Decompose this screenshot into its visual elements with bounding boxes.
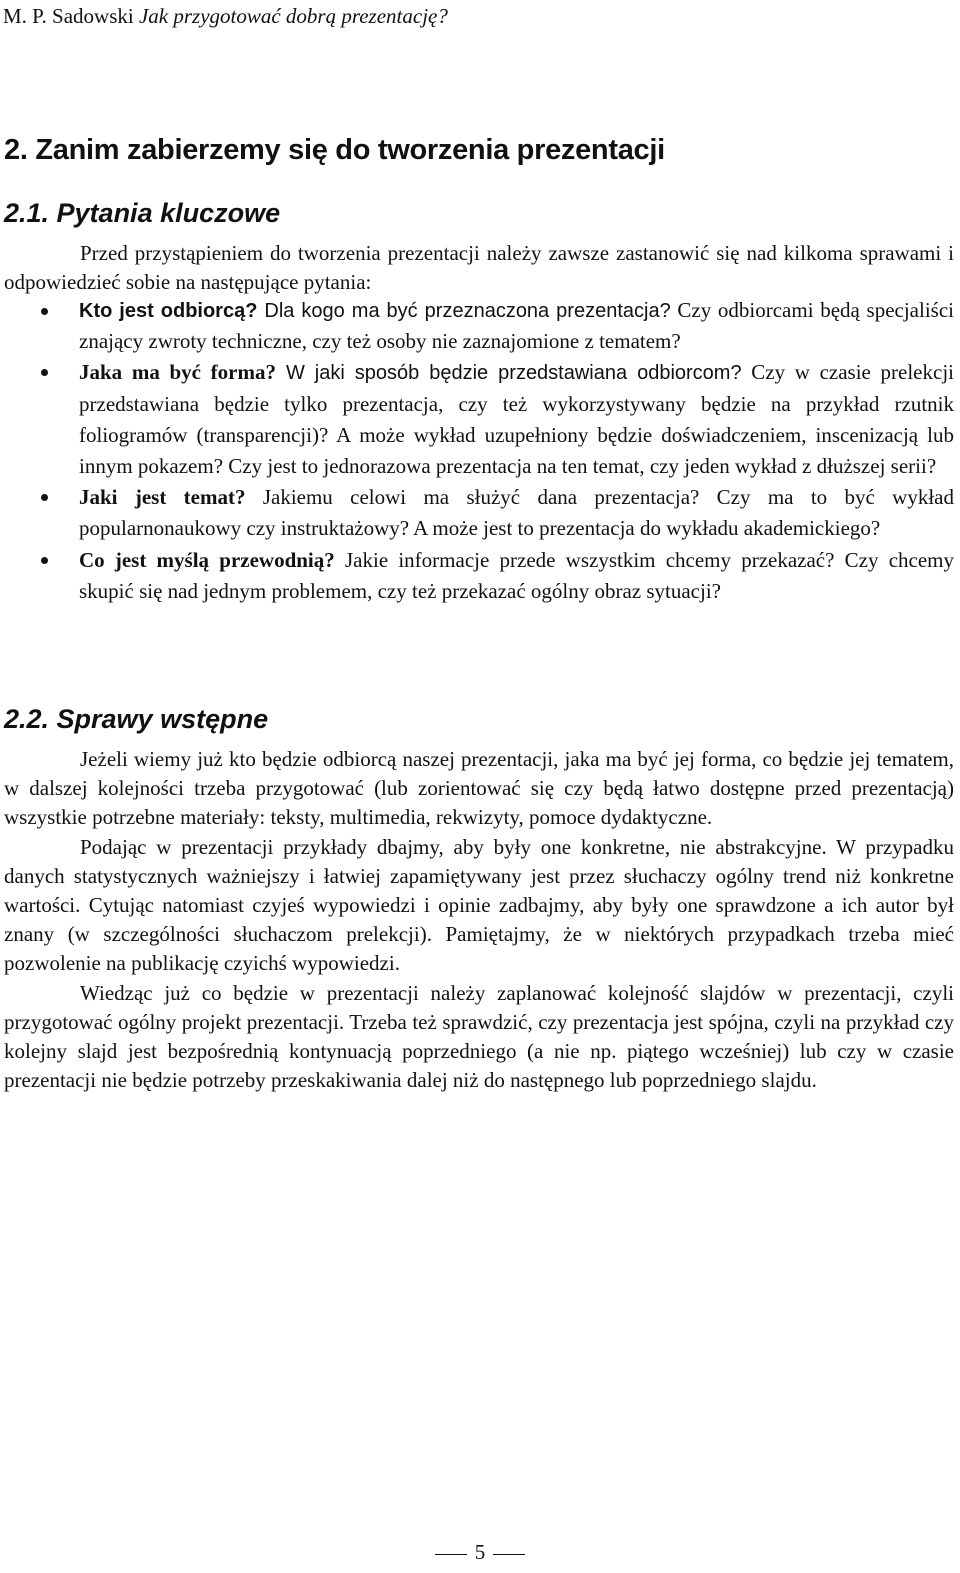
key-questions-list (0, 296, 954, 608)
question-text: W jaki sposób będzie przedstawiana odbiorcom? (275, 362, 742, 385)
header-author: M. P. Sadowski (3, 4, 134, 28)
paragraph: Podając w prezentacji przykłady dbajmy, aby były one konkretne, nie abstrakcyjne. W przypadku danych statystycznych ważniejszy i łatwiej zapamiętywany jest przez słuchaczy ogólny trend niż konkretne wartości. Cytując natomiast czyjeś wypowiedzi i opinie zadbajmy, aby były one sprawdzone a ich autor był znany (w szczególności słuchaczom prelekcji). Pamiętajmy, że w niektórych przypadkach trzeba mieć pozwolenie na publikację czyichś wypowiedzi. (4, 834, 954, 976)
page-number-value: 5 (474, 1540, 486, 1564)
bullet-icon (41, 308, 48, 315)
page-number (0, 1540, 960, 1565)
bullet-icon (41, 494, 48, 501)
list-item (0, 296, 954, 358)
page-number-rule-right (493, 1554, 525, 1555)
question-lead: Jaka ma być forma? (79, 360, 276, 385)
paragraph: Jeżeli wiemy już kto będzie odbiorcą naszej prezentacji, jaka ma być jej forma, co będzie jej tematem, w dalszej kolejności trzeba przygotować (lub zorientować się czy będą łatwo dostępne przed prezentacją) wszystkie potrzebne materiały: teksty, multimedia, rekwizyty, pomoce dydaktyczne. (4, 747, 954, 830)
page-number-rule-left (435, 1554, 467, 1555)
question-text: Jakiemu celowi ma służyć dana prezentacja? Czy ma to być wykład popularnonaukowy czy instruktażowy? A może jest to prezentacja do wykładu akademickiego? (79, 485, 954, 541)
list-item (0, 483, 954, 545)
question-lead: Kto jest odbiorcą? (79, 300, 258, 322)
list-item (0, 358, 954, 483)
paragraph: Wiedząc już co będzie w prezentacji należy zaplanować kolejność slajdów w prezentacji, czyli przygotować ogólny projekt prezentacji. Trzeba też sprawdzić, czy prezentacja jest spójna, czyli na przykład czy kolejny slajd jest bezpośrednią kontynuacją poprzedniego (a nie np. piątego wcześniej) lub czy w czasie prezentacji nie będzie potrzeby przeskakiwania dalej niż do następnego lub poprzedniego slajdu. (4, 980, 954, 1093)
question-text: Czy w czasie prelekcji przedstawiana będzie tylko prezentacja, czy też wykorzystywany będzie na przykład rzutnik foliogramów (transparencji)? A może wykład uzupełniony będzie doświadczeniem, inscenizacją lub innym pokazem? Czy jest to jednorazowa prezentacja na ten temat, czy jeden wykład z dłuższej serii? (79, 360, 954, 479)
question-lead: Jaki jest temat? (79, 485, 246, 510)
list-item (0, 546, 954, 608)
bullet-icon (41, 369, 48, 376)
question-text: Jakie informacje przede wszystkim chcemy przekazać? Czy chcemy skupić się nad jednym problemem, czy też przekazać ogólny obraz sytuacji? (79, 547, 954, 603)
question-text: Czy odbiorcami będą specjaliści znający zwroty techniczne, czy też osoby nie zaznajomione z tematem? (79, 298, 955, 354)
running-header (3, 4, 448, 29)
section-heading-preliminaries: 2.2. Sprawy wstępne (4, 704, 269, 734)
header-title: Jak przygotować dobrą prezentację? (138, 4, 448, 28)
question-lead: Co jest myślą przewodnią? (79, 547, 335, 572)
section1-intro-paragraph: Przed przystąpieniem do tworzenia prezentacji należy zawsze zastanowić się nad kilkoma sprawami i odpowiedzieć sobie na następujące pytania: (4, 241, 954, 295)
section-heading-key-questions: 2.1. Pytania kluczowe (4, 198, 281, 228)
chapter-heading: 2. Zanim zabierzemy się do tworzenia prezentacji (4, 134, 665, 166)
bullet-icon (41, 557, 48, 564)
question-text: Dla kogo ma być przeznaczona prezentacja? (257, 300, 671, 322)
section2-body (4, 745, 954, 1095)
